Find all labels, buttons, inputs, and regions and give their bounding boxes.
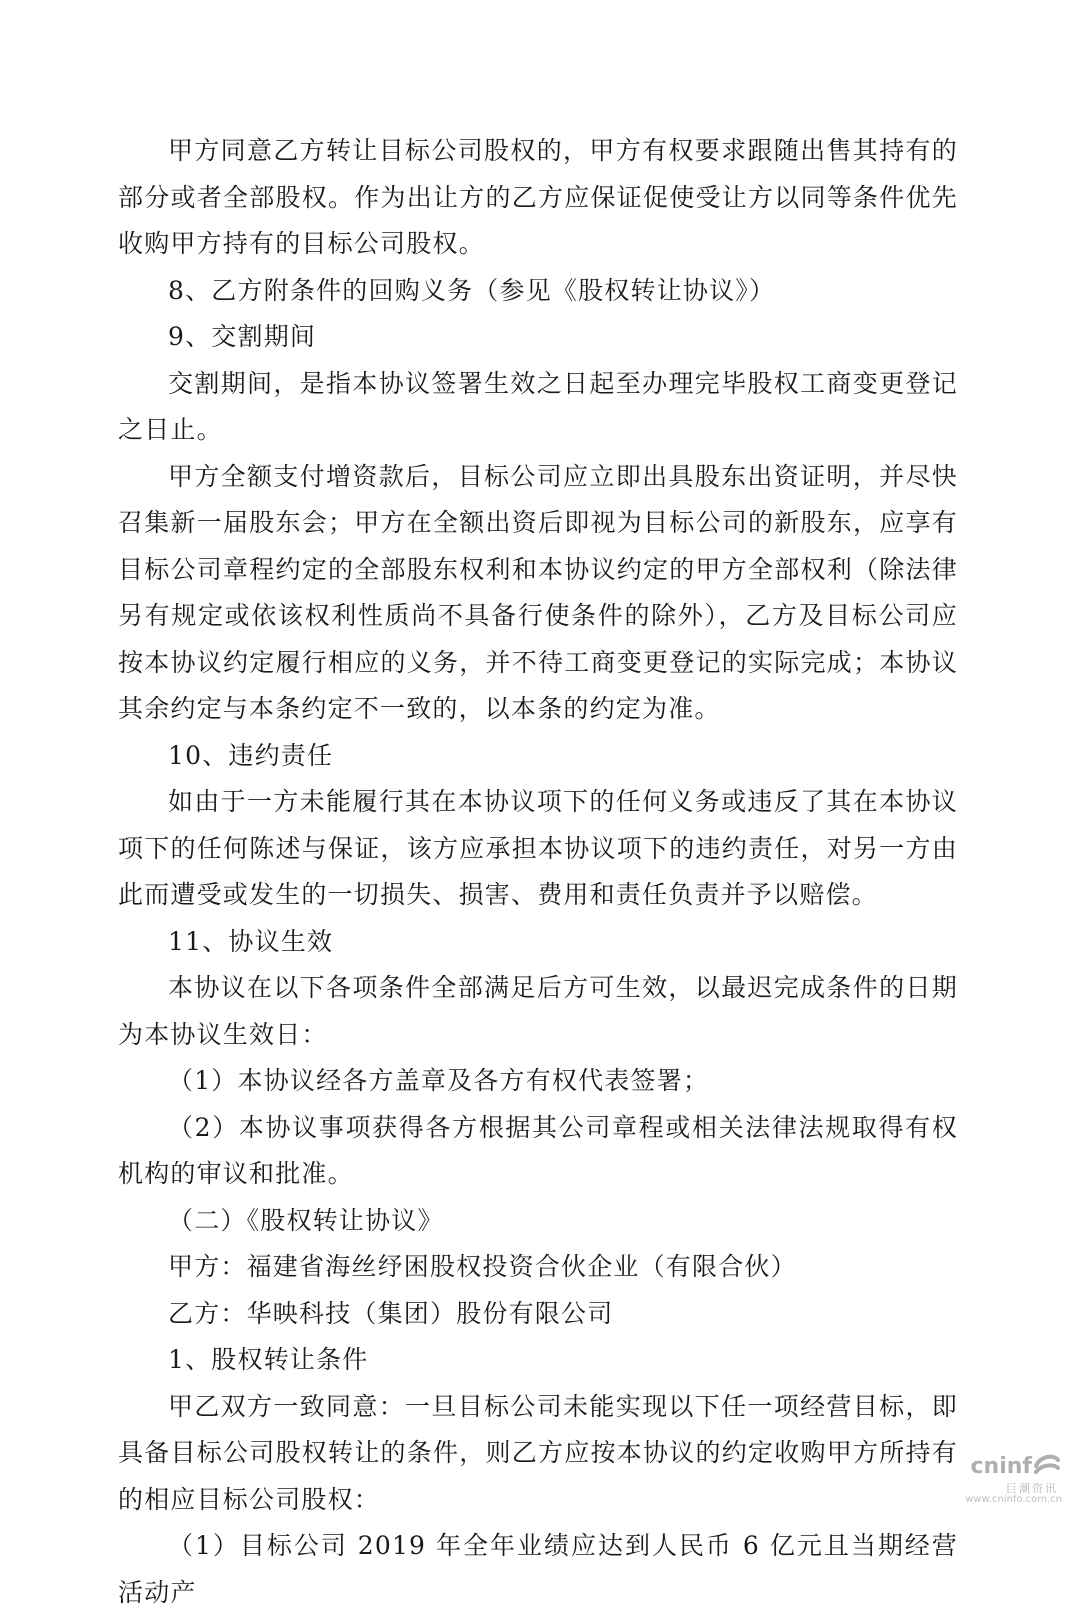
list-item: （2）本协议事项获得各方根据其公司章程或相关法律法规取得有权机构的审议和批准。 [118,1112,958,1188]
section-heading: （二）《股权转让协议》 [168,1205,444,1235]
party-a-line: 甲方：福建省海丝纾困股权投资合伙企业（有限合伙） [168,1252,797,1281]
section-heading: 1、股权转让条件 [168,1345,369,1374]
paragraph: 甲方同意乙方转让目标公司股权的，甲方有权要求跟随出售其持有的部分或者全部股权。作为出让方的乙方应保证促使受让方以同等条件优先收购甲方持有的目标公司股权。 [118,136,958,258]
paragraph: 交割期间，是指本协议签署生效之日起至办理完毕股权工商变更登记之日止。 [118,368,958,444]
document-body [118,128,958,1616]
cninfo-logo-icon [1032,1452,1062,1480]
cninfo-watermark [946,1452,1066,1512]
watermark-chinese-name: 巨潮资讯 [1006,1482,1058,1495]
section-heading: 8、乙方附条件的回购义务（参见《股权转让协议》） [168,275,776,305]
list-item: （1）本协议经各方盖章及各方有权代表签署； [168,1066,710,1095]
watermark-url: www.cninfo.com.cn [965,1494,1062,1505]
party-b-line: 乙方：华映科技（集团）股份有限公司 [168,1298,614,1328]
list-item: （1）目标公司 2019 年全年业绩应达到人民币 6 亿元且当期经营活动产 [118,1531,958,1607]
paragraph: 甲乙双方一致同意：一旦目标公司未能实现以下任一项经营目标，即具备目标公司股权转让的条件，则乙方应按本协议的约定收购甲方所持有的相应目标公司股权： [118,1391,958,1514]
section-heading: 11、协议生效 [168,926,334,956]
paragraph: 如由于一方未能履行其在本协议项下的任何义务或违反了其在本协议项下的任何陈述与保证，该方应承担本协议项下的违约责任，对另一方由此而遭受或发生的一切损失、损害、费用和责任负责并予以赔偿。 [118,787,958,909]
paragraph: 甲方全额支付增资款后，目标公司应立即出具股东出资证明，并尽快召集新一届股东会；甲方在全额出资后即视为目标公司的新股东，应享有目标公司章程约定的全部股东权利和本协议约定的甲方全部权利（除法律另有规定或依该权利性质尚不具备行使条件的除外），乙方及目标公司应按本协议约定履行相应的义务，并不待工商变更登记的实际完成；本协议其余约定与本条约定不一致的，以本条的约定为准。 [118,461,958,723]
paragraph: 本协议在以下各项条件全部满足后方可生效，以最迟完成条件的日期为本协议生效日： [118,973,958,1049]
section-heading: 10、违约责任 [168,740,334,770]
watermark-logo-text: cninf [970,1454,1032,1479]
section-heading: 9、交割期间 [168,322,317,351]
